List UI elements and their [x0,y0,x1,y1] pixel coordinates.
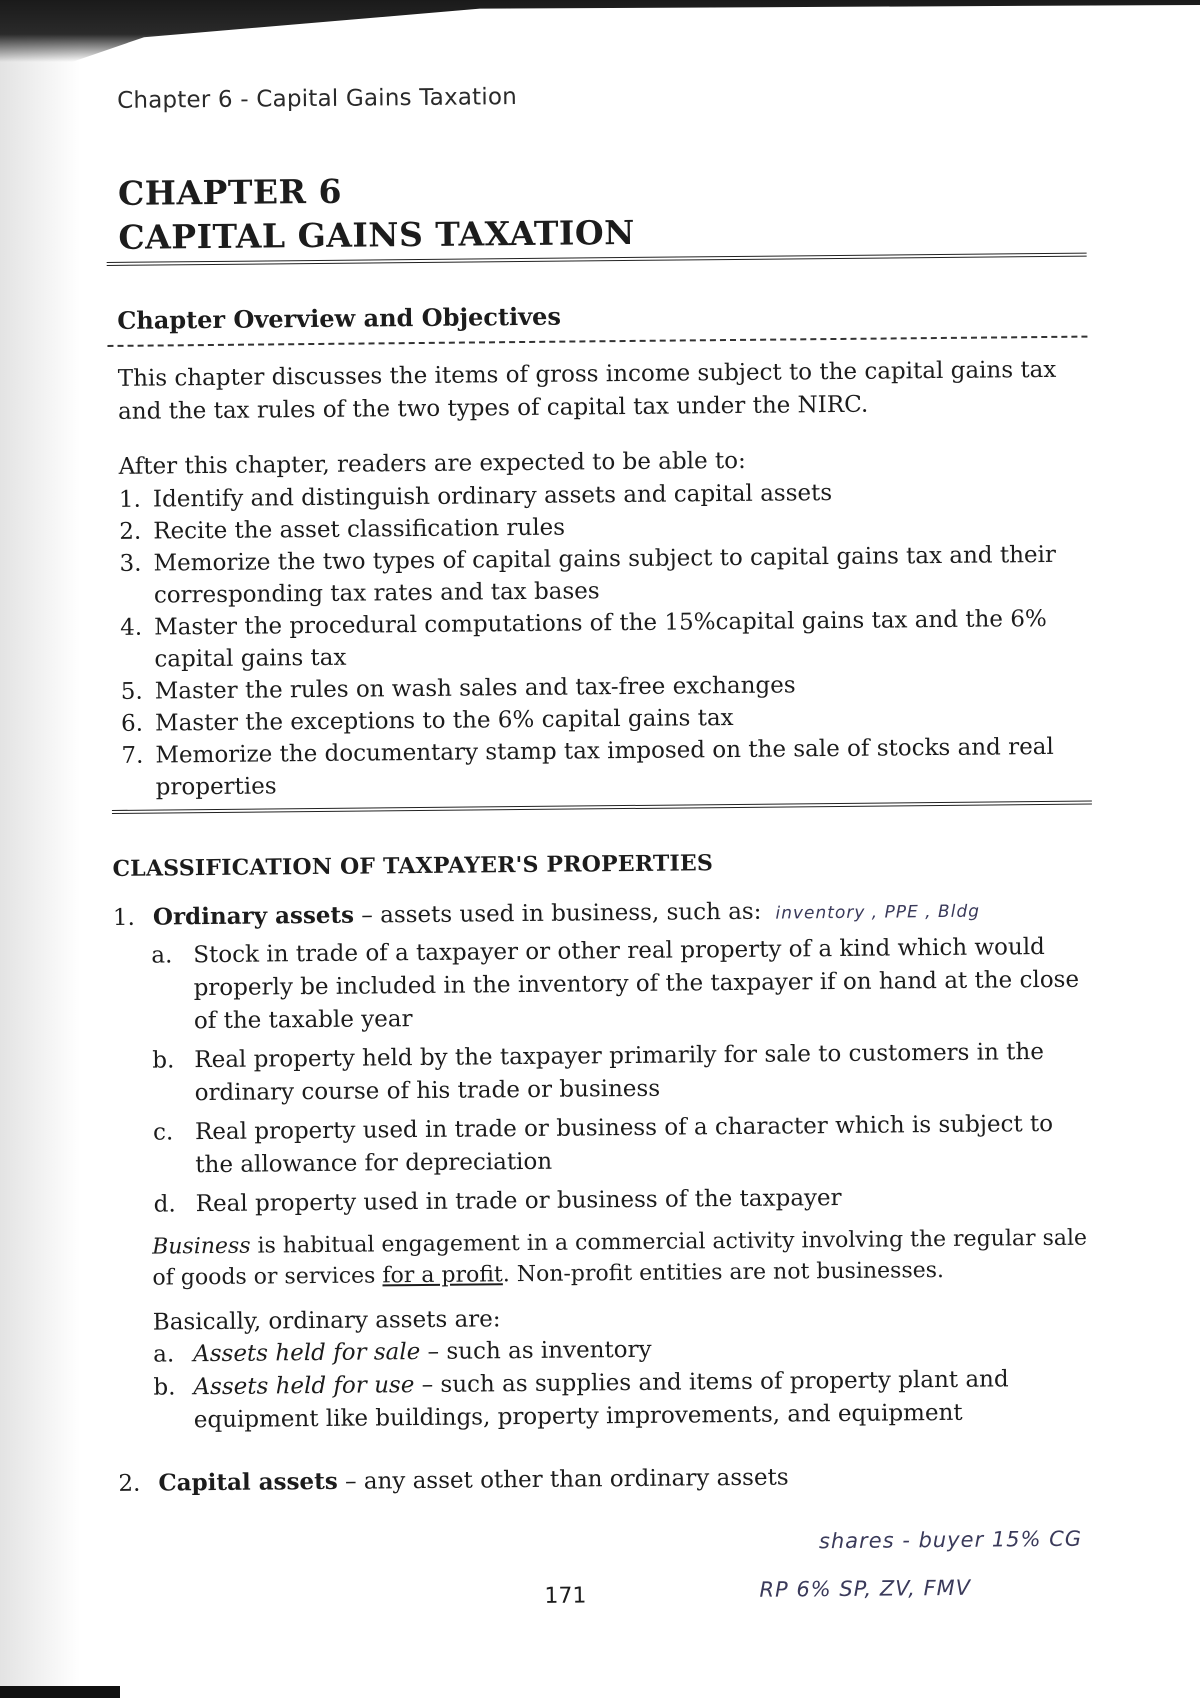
objectives-lead: After this chapter, readers are expected to be able to: [118,447,746,480]
objective-text: Identify and distinguish ordinary assets and capital assets [152,480,833,513]
capital-number: 2. [118,1470,141,1497]
overview-heading: Chapter Overview and Objectives [117,301,562,335]
overview-dashed-rule [107,336,1087,347]
capital-assets-item [118,1459,1098,1500]
ordinary-asset-item [152,1036,1095,1111]
item-text: – such as supplies and items of property plant and equipment like buildings, property improvements, and equipment [193,1366,1009,1434]
basically-lead: Basically, ordinary assets are: [152,1306,501,1336]
objective-text: Master the rules on wash sales and tax-free exchanges [154,672,796,705]
item-letter: b. [153,1374,176,1401]
objective-number: 4. [120,614,143,641]
ordinary-number: 1. [112,904,136,931]
page-number: 171 [544,1583,587,1609]
basically-list [153,1330,1098,1438]
objectives-list [109,475,1092,804]
item-letter: a. [153,1341,175,1368]
chapter-title [118,163,1087,260]
item-text: Real property used in trade or business of a character which is subject to the allowance for depreciation [194,1110,1054,1179]
objective-number: 5. [120,678,143,705]
objective-number: 1. [118,486,142,513]
objective-text: Memorize the documentary stamp tax imposed on the sale of stocks and real properties [155,733,1054,801]
capital-desc: – any asset other than ordinary assets [337,1464,789,1495]
item-term: Assets held for use [193,1372,415,1401]
ordinary-asset-item [154,1180,1096,1222]
basically-item [153,1363,1098,1438]
ordinary-term: Ordinary assets [152,901,355,931]
book-page [105,79,1100,1688]
ordinary-asset-item [153,1108,1096,1183]
objective-number: 7. [121,742,144,769]
ordinary-assets-list [151,931,1096,1222]
ordinary-desc: – assets used in business, such as: [353,898,762,929]
overview-end-rule [112,801,1092,814]
overview-intro: This chapter discusses the items of gross income subject to the capital gains tax and the tax rules of the two types of capital tax under the NIRC. [117,356,1057,425]
business-definition [152,1223,1097,1294]
item-letter: b. [152,1047,175,1074]
page-edge-shadow [0,0,80,1698]
handwritten-note-capital-2: RP 6% SP, ZV, FMV [759,1575,972,1602]
item-text: Stock in trade of a taxpayer or other real property of a kind which would properly be included in the inventory of the taxpayer if on hand at the close of the taxable year [193,934,1080,1035]
item-text: Real property held by the taxpayer primarily for sale to customers in the ordinary course of his trade or business [194,1039,1045,1107]
item-text: Real property used in trade or business of the taxpayer [195,1184,842,1218]
business-text-1: is habitual engagement in a commercial activity involving the regular sale of goods or services [152,1225,1088,1291]
objective-text: Master the procedural computations of the 15%capital gains tax and the 6% capital gains tax [154,605,1047,673]
item-letter: a. [151,942,173,969]
handwritten-note-capital-1: shares - buyer 15% CG [818,1526,1083,1554]
business-underlined: for a profit [382,1262,503,1289]
objective-item [120,603,1091,676]
ordinary-assets-item [113,893,1093,936]
chapter-name: CAPITAL GAINS TAXATION [118,212,635,257]
item-letter: d. [153,1191,176,1218]
item-term: Assets held for sale [193,1339,421,1368]
objective-number: 3. [119,550,142,577]
book-spine-shadow [0,0,1200,62]
capital-term: Capital assets [158,1467,338,1497]
classification-heading: CLASSIFICATION OF TAXPAYER'S PROPERTIES [112,850,714,882]
handwritten-note-ordinary: inventory , PPE , Bldg [775,901,981,924]
business-term: Business [152,1233,251,1260]
scan-corner [0,1686,120,1698]
objective-text: Memorize the two types of capital gains subject to capital gains tax and their corresponding tax rates and tax bases [153,541,1057,609]
running-head: Chapter 6 - Capital Gains Taxation [116,84,518,114]
chapter-number: CHAPTER 6 [117,171,343,213]
business-text-2: . Non-profit entities are not businesses. [502,1258,945,1288]
objective-number: 6. [120,710,144,737]
objective-text: Master the exceptions to the 6% capital gains tax [154,704,734,737]
item-text: – such as inventory [420,1336,652,1366]
ordinary-asset-item [151,931,1094,1039]
objective-text: Recite the asset classification rules [153,514,566,545]
objective-number: 2. [119,518,142,545]
objective-item [119,539,1090,612]
objective-item [121,731,1092,804]
item-letter: c. [152,1119,174,1146]
